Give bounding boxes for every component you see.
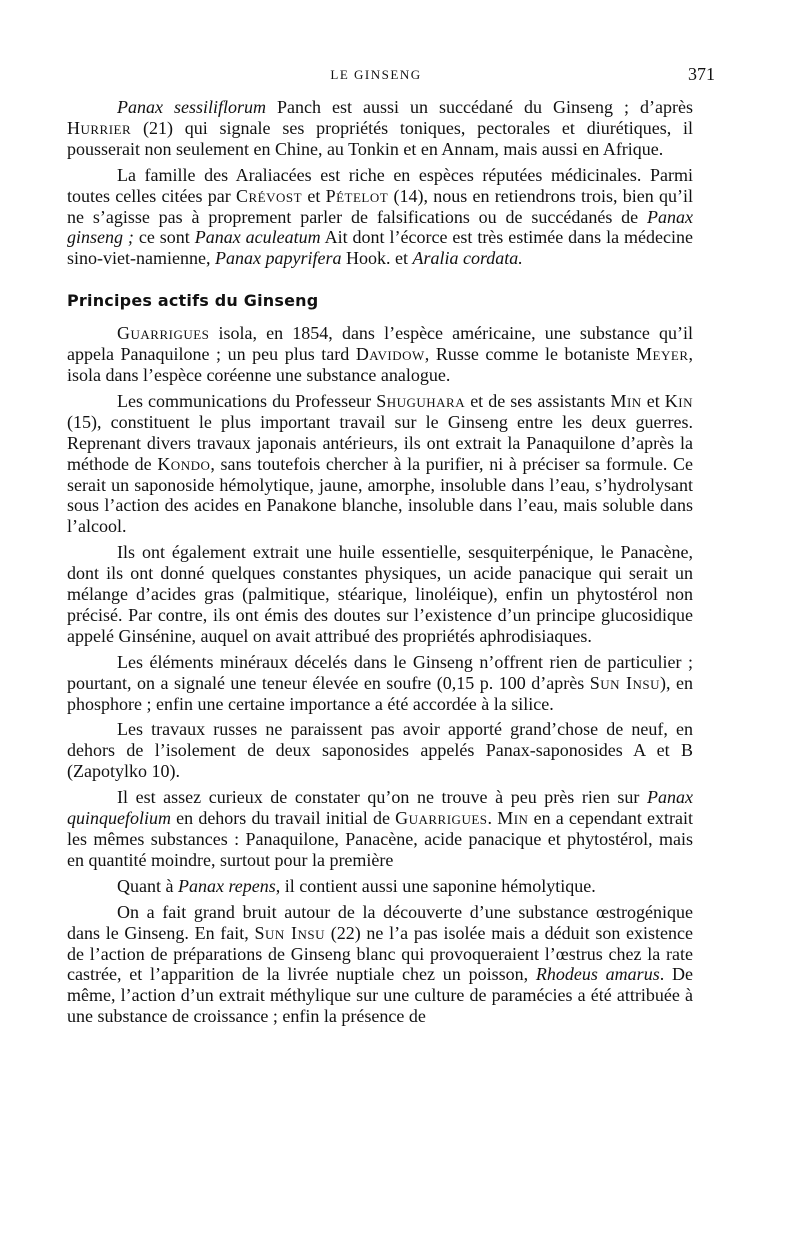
- text-run: Quant à: [117, 875, 178, 896]
- species-name: Rhodeus amarus: [535, 964, 660, 985]
- author-name: Kin: [664, 390, 694, 411]
- text-run: , il contient aussi une saponine hémolytique.: [275, 875, 596, 896]
- species-name: Panax quinquefolium: [67, 787, 693, 829]
- text-run: Les communications du Professeur: [117, 390, 377, 411]
- running-title: LE GINSENG: [330, 67, 422, 82]
- text-run: ce sont: [133, 227, 195, 248]
- text-run: Il est assez curieux de constater qu’on ne trouve à peu près rien sur: [117, 787, 648, 808]
- text-run: Panch est aussi un succédané du Ginseng ; d’après: [266, 97, 694, 117]
- text-run: ), en phosphore ; enfin une certaine importance a été accordée à la silice.: [67, 672, 693, 714]
- text-run: et: [302, 185, 326, 206]
- text-run: , Russe comme le botaniste: [424, 344, 637, 365]
- author-name: Sun Insu: [254, 922, 326, 943]
- text-run: .: [487, 808, 498, 829]
- paragraph: [67, 652, 693, 715]
- body-text: [67, 97, 693, 1027]
- paragraph: Ils ont également extrait une huile essentielle, sesquiterpénique, le Panacène, dont ils ont donné quelques constantes physiques, un acide panacique qui serait un mélange d’acides gras (palmitique, stéarique, linoléique), enfin un phytostérol non précisé. Par contre, ils ont émis des doutes sur l’existence d’un principe glucosidique appelé Ginsénine, auquel on avait attribué des propriétés aphrodisiaques.: [67, 542, 693, 646]
- text-run: (15), constituent le plus important travail sur le Ginseng entre les deux guerres. Reprenant divers travaux japonais antérieurs, ils ont extrait la Panaquilone d’après la méthode de: [67, 411, 693, 474]
- species-name: Aralia cordata.: [412, 248, 523, 269]
- paragraph: [67, 902, 693, 1027]
- text-run: en a cependant extrait les mêmes substances : Panaquilone, Panacène, acide panacique et phytostérol, mais en quantité moindre, surtout pour la première: [67, 808, 694, 870]
- paragraph: [67, 97, 693, 160]
- author-name: Guarrigues: [117, 323, 210, 344]
- text-run: , sans toutefois chercher à la purifier, ni à préciser sa formule. Ce serait un saponoside hémolytique, jaune, amorphe, insoluble dans l’eau, s’hydrolysant sous l’action des acides en Panakone blanche, insoluble dans l’eau, mais soluble dans l’alcool.: [67, 453, 693, 537]
- species-name: Panax sessiliflorum: [117, 97, 267, 117]
- paragraph: Les travaux russes ne paraissent pas avoir apporté grand’chose de neuf, en dehors de l’isolement de deux saponosides appelés Panax-saponosides A et B (Zapotylko 10).: [67, 719, 693, 782]
- paragraph: [67, 876, 693, 897]
- paragraph: [67, 323, 693, 386]
- author-name: Kondo: [157, 453, 211, 474]
- text-run: Ait dont l’écorce est très estimée dans la médecine sino-viet-namienne,: [67, 227, 693, 269]
- text-run: et de ses assistants: [465, 390, 611, 411]
- author-name: Meyer: [636, 344, 689, 365]
- paragraph: [67, 165, 693, 270]
- page-number: 371: [688, 64, 715, 84]
- author-name: Guarrigues: [395, 808, 488, 829]
- species-name: Panax papyrifera: [214, 248, 342, 269]
- author-name: Pételot: [325, 185, 389, 206]
- species-name: Panax repens: [177, 875, 276, 896]
- text-run: On a fait grand bruit autour de la découverte d’une substance œstrogénique dans le Ginseng. En fait,: [67, 901, 693, 943]
- section-heading: Principes actifs du Ginseng: [67, 291, 319, 311]
- text-run: isola, en 1854, dans l’espèce américaine, une substance qu’il appela Panaquilone ; un peu plus tard: [67, 323, 693, 365]
- text-run: La famille des Araliacées est riche en espèces réputées médicinales. Parmi toutes celles citées par: [67, 164, 693, 206]
- author-name: Min: [610, 390, 642, 411]
- text-run: Les éléments minéraux décelés dans le Ginseng n’offrent rien de particulier ; pourtant, on a signalé une teneur élevée en soufre (0,15 p. 100 d’après: [67, 651, 693, 693]
- species-name: Panax ginseng ;: [67, 206, 693, 248]
- paragraph: [67, 787, 693, 871]
- text-run: . De même, l’action d’un extrait méthylique sur une culture de paramécies a été attribuée à une substance de croissance ; enfin la présence de: [67, 964, 693, 1027]
- paragraph: [67, 391, 693, 537]
- page-header: [67, 64, 715, 88]
- author-name: Davidow: [355, 344, 425, 365]
- author-name: Crévost: [235, 185, 303, 206]
- text-run: et: [641, 390, 665, 411]
- species-name: Panax aculeatum: [194, 227, 321, 248]
- text-run: Hook. et: [341, 248, 413, 269]
- text-run: (22) ne l’a pas isolée mais a déduit son existence de l’action de préparations de Ginseng blanc qui provoqueraient l’œstrus chez la rate castrée, et l’apparition de la livrée nuptiale chez un poisson,: [67, 922, 693, 985]
- author-name: Shuguhara: [376, 390, 466, 411]
- text-run: (14), nous en retiendrons trois, bien qu’il ne s’agisse pas à proprement parler de falsifications ou de succédanés de: [67, 185, 693, 227]
- text-run: , isola dans l’espèce coréenne une substance analogue.: [67, 344, 693, 385]
- author-name: Hurrier: [67, 117, 132, 138]
- text-run: (21) qui signale ses propriétés toniques, pectorales et diurétiques, il pousserait non seulement en Chine, au Tonkin et en Annam, mais aussi en Afrique.: [67, 117, 693, 159]
- author-name: Sun Insu: [589, 672, 661, 693]
- author-name: Min: [497, 808, 529, 829]
- text-run: en dehors du travail initial de: [171, 808, 396, 829]
